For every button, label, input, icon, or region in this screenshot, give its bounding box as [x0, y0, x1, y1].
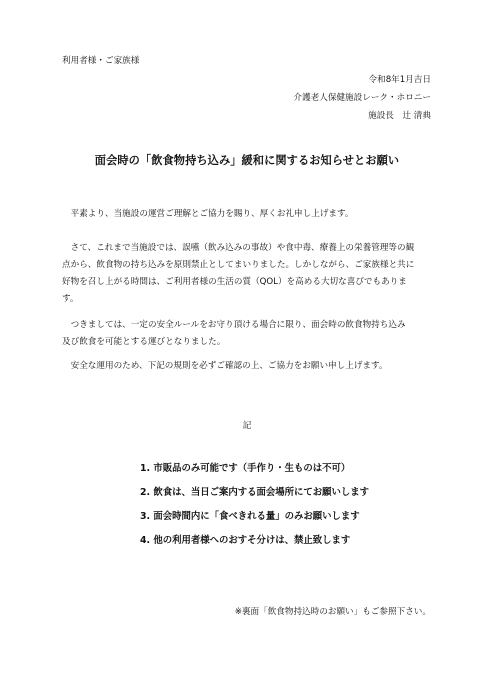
ki-heading: 記 [242, 421, 252, 431]
rule-item: 3. 面会時間内に「食べきれる量」のみお願いします [140, 511, 360, 522]
paragraph-line: さて、これまで当施設では、誤嚥（飲み込みの事故）や食中毒、療養上の栄養管理等の観 [62, 243, 415, 253]
date-line: 令和8年1月吉日 [368, 75, 431, 85]
paragraph-line: 好物を召し上がる時間は、ご利用者様の生活の質（QOL）を高める大切な喜びでもありま [62, 277, 407, 287]
paragraph-background [62, 240, 434, 308]
paragraph-announcement [62, 317, 434, 351]
rule-item: 1. 市販品のみ可能です（手作り・生ものは不可） [140, 463, 351, 474]
paragraph-line: 安全な運用のため、下記の規則を必ずご確認の上、ご協力をお願い申し上げます。 [62, 361, 388, 371]
paragraph-line: 及び飲食を可能とする運びとなりました。 [62, 337, 226, 347]
document-title: 面会時の「飲食物持ち込み」緩和に関するお知らせとお願い [94, 154, 400, 167]
paragraph-greeting [62, 206, 434, 223]
paragraph-line: 平素より、当施設の運営ご理解とご協力を賜り、厚くお礼申し上げます。 [62, 209, 354, 219]
rule-item: 2. 飲食は、当日ご案内する面会場所にてお願いします [140, 487, 369, 498]
facility-name: 介護老人保健施設レーク・ホロニー [293, 93, 431, 103]
paragraph-line: 点から、飲食物の持ち込みを原則禁止としてまいりました。しかしながら、ご家族様と共に [62, 260, 415, 270]
paragraph-line: す。 [62, 294, 79, 304]
paragraph-line: つきましては、一定の安全ルールをお守り頂ける場合に限り、面会時の飲食物持ち込み [62, 320, 406, 330]
rule-item: 4. 他の利用者様へのおすそ分けは、禁止致します [140, 535, 351, 546]
director-name: 施設長 辻 清典 [368, 111, 431, 121]
recipient-line: 利用者様・ご家族様 [62, 56, 140, 66]
footnote: ※裏面「飲食物持込時のお願い」もご参照下さい。 [234, 607, 431, 617]
paragraph-request [62, 358, 434, 375]
